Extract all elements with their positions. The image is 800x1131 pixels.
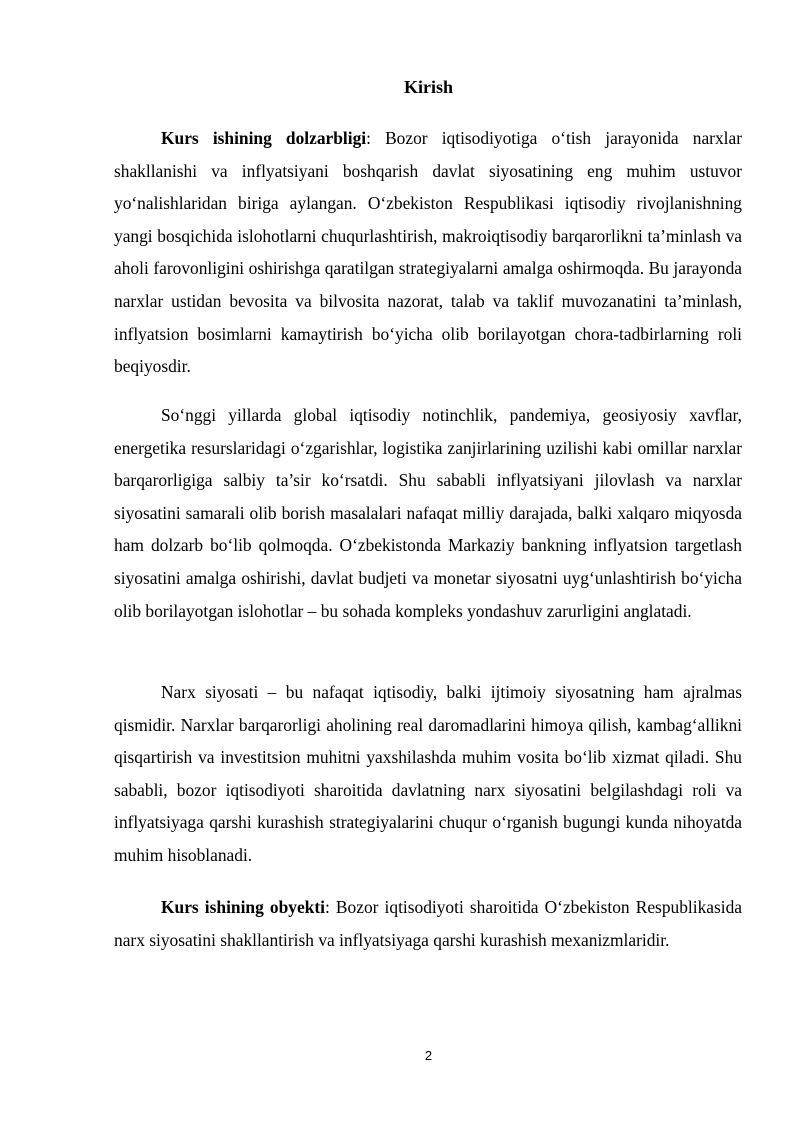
paragraph-object [114, 891, 742, 956]
page-number: 2 [424, 1048, 433, 1063]
paragraph-price-policy [114, 676, 742, 872]
section-title: Kirish [403, 77, 453, 97]
paragraph-text: : Bozor iqtisodiyotiga o‘tish jarayonida narxlar shakllanishi va inflyatsiyani boshqarish davlat siyosatining eng muhim ustuvor yo‘nalishlaridan biriga aylangan. O‘zbekiston Respublikasi iqtisodiy rivojlanishning yangi bosqichida islohotlarni chuqurlashtirish, makroiqtisodiy barqarorlikni ta’minlash va aholi farovonligini oshirishga qaratilgan strategiyalarni amalga oshirmoqda. Bu jarayonda narxlar ustidan bevosita va bilvosita nazorat, talab va taklif muvozanatini ta’minlash, inflyatsion bosimlarni kamaytirish bo‘yicha olib borilayotgan chora-tadbirlarning roli beqiyosdir. [114, 128, 742, 377]
paragraph-text: Narx siyosati – bu nafaqat iqtisodiy, balki ijtimoiy siyosatning ham ajralmas qismidir. Narxlar barqarorligi aholining real daromadlarini himoya qilish, kambag‘allikni qisqartirish va investitsion muhitni yaxshilashda muhim vosita bo‘lib xizmat qiladi. Shu sababli, bozor iqtisodiyoti sharoitida davlatning narx siyosatini belgilashdagi roli va inflyatsiyaga qarshi kurashish strategiyalarini chuqur o‘rganish bugungi kunda nihoyatda muhim hisoblanadi. [114, 682, 742, 865]
paragraph-relevance [114, 122, 742, 383]
paragraph-global-factors [114, 399, 742, 627]
paragraph-lead: Kurs ishining dolzarbligi [161, 128, 367, 148]
paragraph-lead: Kurs ishining obyekti [161, 897, 325, 917]
paragraph-text: : Bozor iqtisodiyoti sharoitida O‘zbekiston Respublikasida narx siyosatini shakllantirish va inflyatsiyaga qarshi kurashish mexanizmlaridir. [114, 897, 742, 950]
paragraph-text: So‘nggi yillarda global iqtisodiy notinchlik, pandemiya, geosiyosiy xavflar, energetika resurslaridagi o‘zgarishlar, logistika zanjirlarining uzilishi kabi omillar narxlar barqarorligiga salbiy ta’sir ko‘rsatdi. Shu sababli inflyatsiyani jilovlash va narxlar siyosatini samarali olib borish masalalari nafaqat milliy darajada, balki xalqaro miqyosda ham dolzarb bo‘lib qolmoqda. O‘zbekistonda Markaziy bankning inflyatsion targetlash siyosatini amalga oshirishi, davlat budjeti va monetar siyosatni uyg‘unlashtirish bo‘yicha olib borilayotgan islohotlar – bu sohada kompleks yondashuv zarurligini anglatadi. [114, 405, 742, 621]
